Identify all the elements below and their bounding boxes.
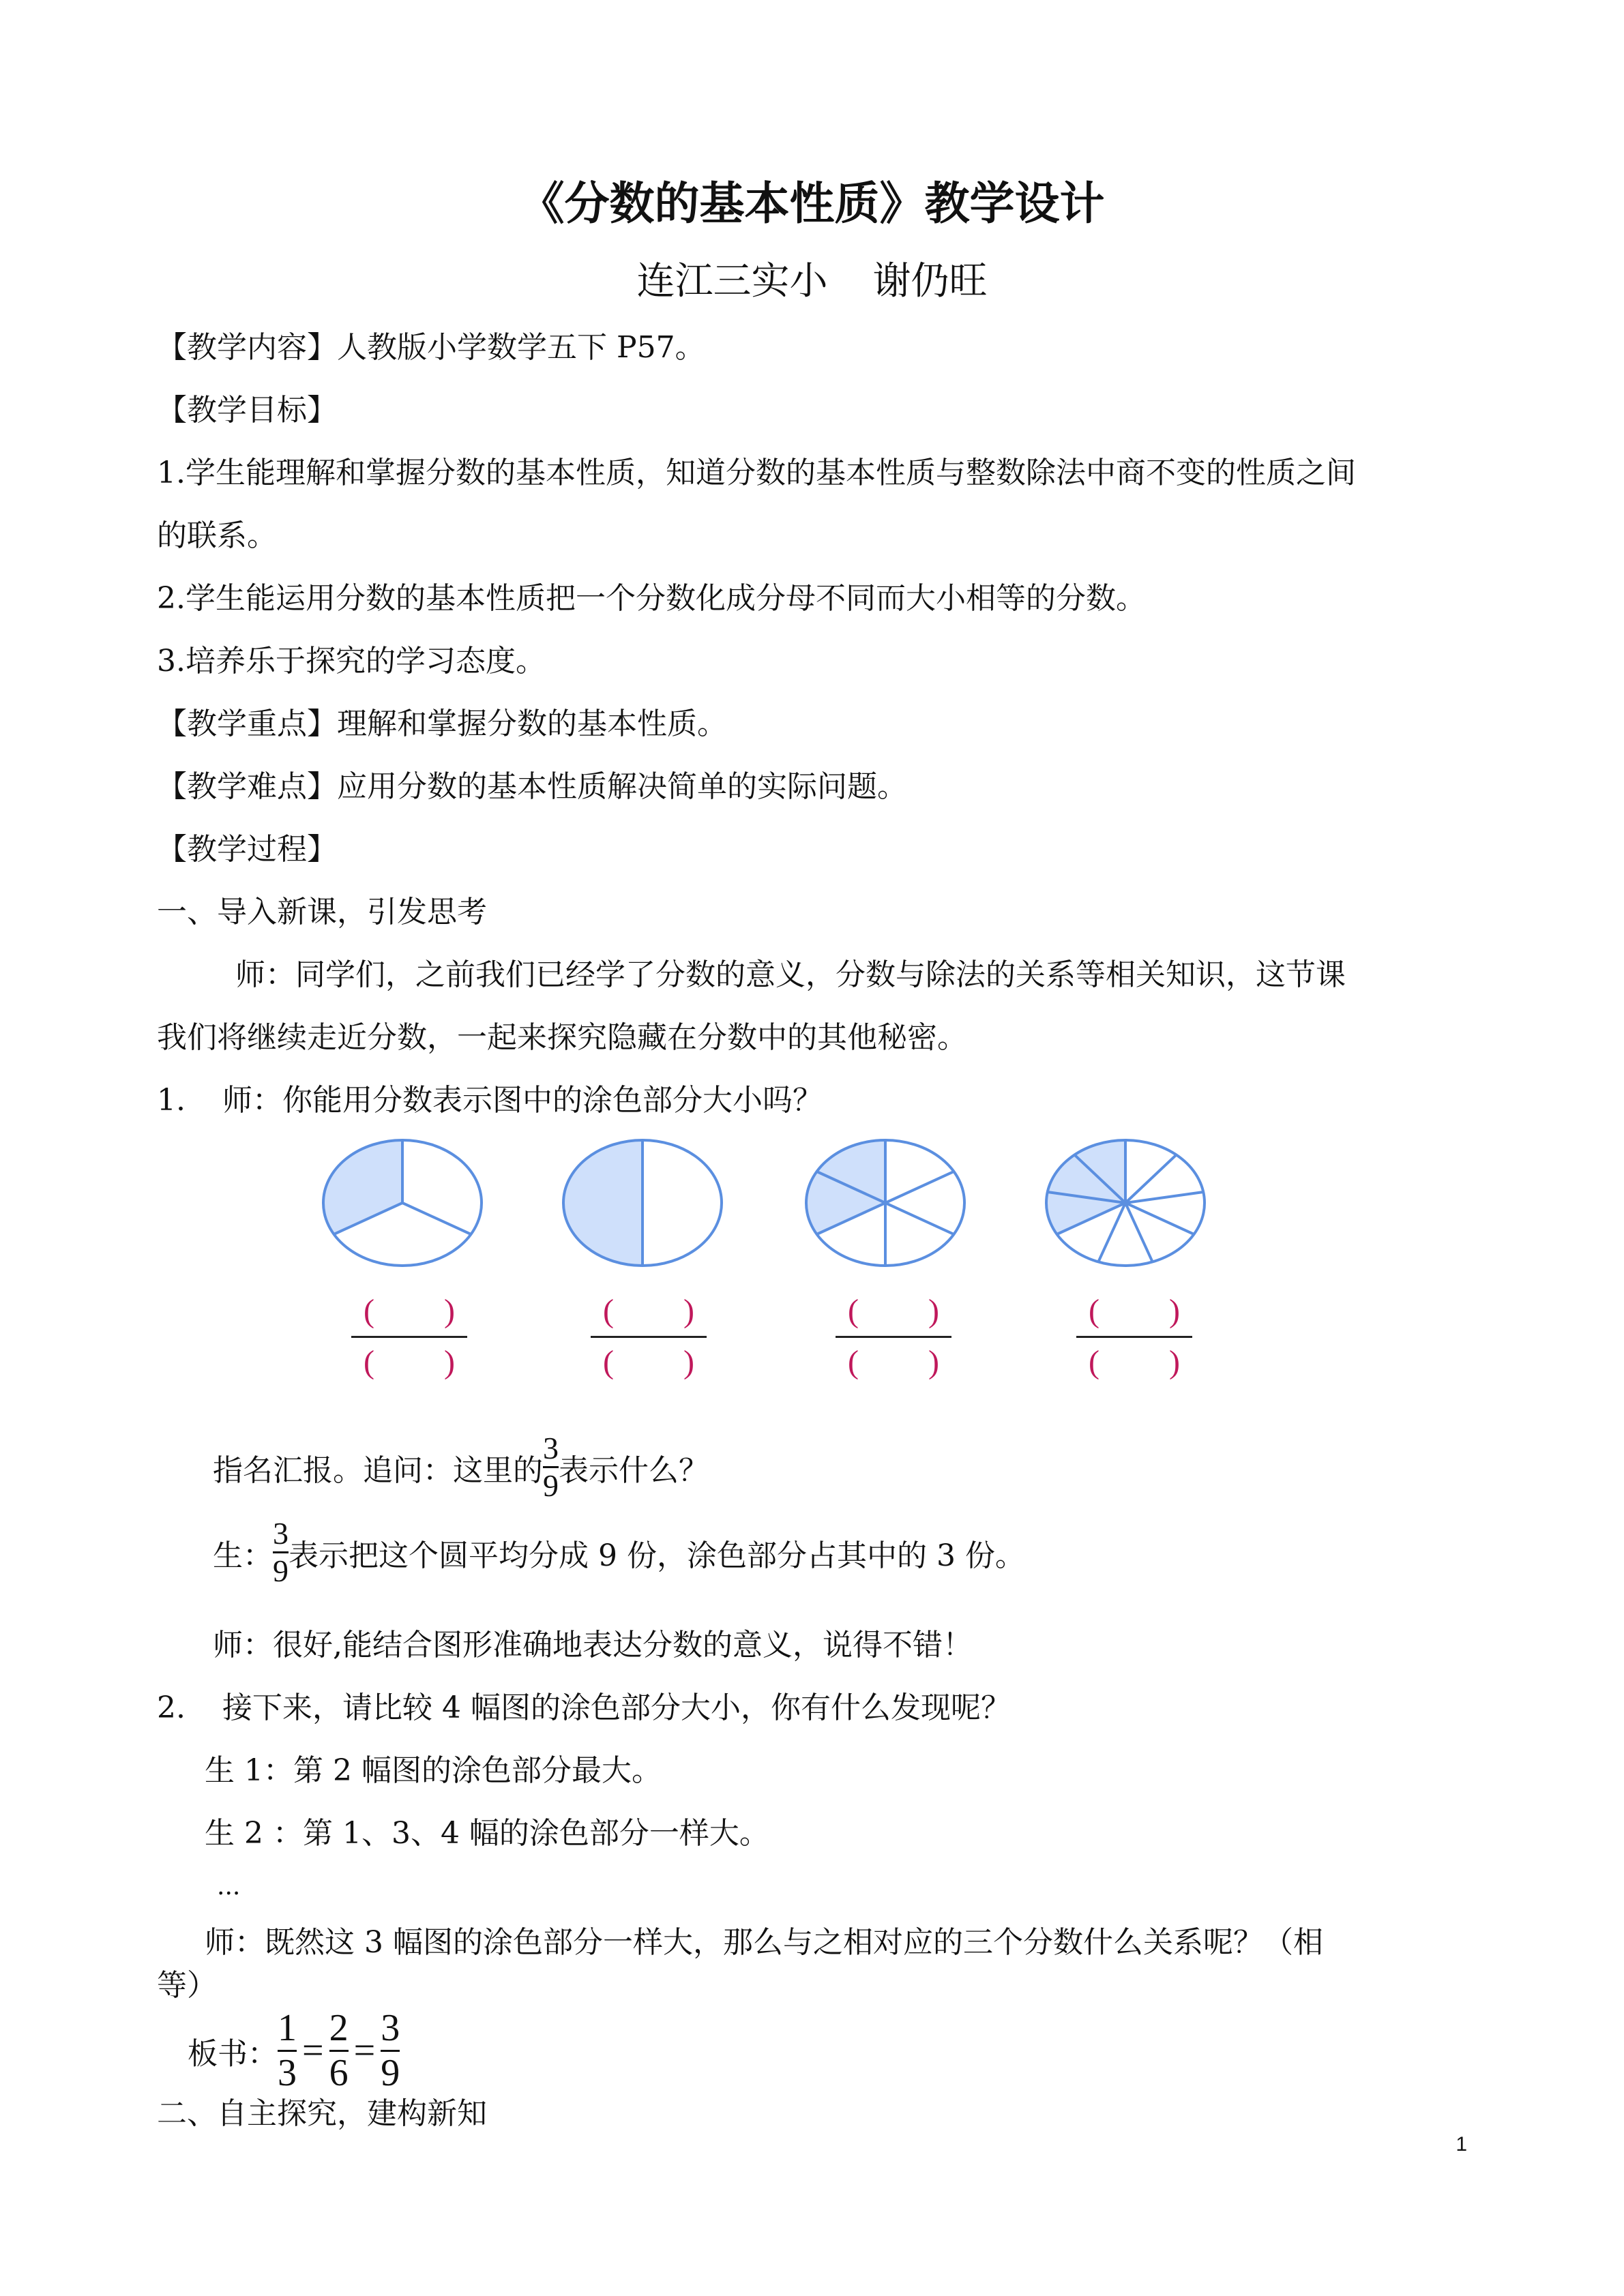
board-fraction-1-3: $\frac{1}{3}$ bbox=[278, 2007, 297, 2094]
fraction-blank-3: ( ) ( ) bbox=[836, 1291, 951, 1383]
report-text-b: 表示什么？ bbox=[559, 1452, 709, 1488]
fraction-blank-1: ( ) ( ) bbox=[351, 1291, 467, 1383]
goal-2: 2.学生能运用分数的基本性质把一个分数化成分母不同而大小相等的分数。 bbox=[157, 581, 1146, 616]
student-answer-text: 表示把这个圆平均分成 9 份，涂色部分占其中的 3 份。 bbox=[289, 1538, 1025, 1573]
goal-1-line-a: 1.学生能理解和掌握分数的基本性质，知道分数的基本性质与整数除法中商不变的性质之间 bbox=[157, 456, 1356, 490]
pie-2 bbox=[563, 1140, 722, 1266]
student-2-answer: 生 2 ：第 1、3、4 幅的涂色部分一样大。 bbox=[205, 1816, 769, 1851]
question-2-number: 2. bbox=[157, 1690, 186, 1725]
section-1-heading: 一、导入新课，引发思考 bbox=[157, 895, 487, 929]
fraction-blank-4: ( ) ( ) bbox=[1076, 1291, 1192, 1383]
pie-4-divider bbox=[1125, 1203, 1153, 1262]
student-1-answer: 生 1：第 2 幅图的涂色部分最大。 bbox=[205, 1753, 662, 1788]
question-1 bbox=[157, 1075, 823, 1119]
student-label: 生： bbox=[213, 1538, 273, 1573]
process-heading: 【教学过程】 bbox=[157, 832, 337, 867]
ellipsis: ... bbox=[217, 1873, 241, 1900]
equals-sign: = bbox=[302, 2029, 324, 2072]
pie-1-divider bbox=[402, 1203, 471, 1234]
goal-1-line-b: 的联系。 bbox=[157, 518, 277, 553]
board-label: 板书： bbox=[188, 2036, 278, 2072]
teacher-question-a: 师：既然这 3 幅图的涂色部分一样大，那么与之相对应的三个分数什么关系呢？（相 bbox=[205, 1925, 1323, 1960]
key-point: 【教学重点】理解和掌握分数的基本性质。 bbox=[157, 706, 727, 741]
pie-3-divider bbox=[885, 1172, 954, 1203]
document-title: 《分数的基本性质》教学设计 bbox=[519, 177, 1105, 230]
report-text-a: 指名汇报。追问：这里的 bbox=[213, 1452, 543, 1488]
goal-3: 3.培养乐于探究的学习态度。 bbox=[157, 644, 546, 679]
board-writing bbox=[188, 2008, 400, 2093]
question-1-text: 师：你能用分数表示图中的涂色部分大小吗？ bbox=[222, 1083, 823, 1118]
teaching-content: 【教学内容】人教版小学数学五下 P57。 bbox=[157, 330, 705, 365]
teacher-praise: 师：很好,能结合图形准确地表达分数的意义，说得不错！ bbox=[213, 1628, 973, 1663]
question-1-number: 1. bbox=[157, 1083, 186, 1118]
question-2 bbox=[157, 1683, 1011, 1727]
teacher-intro-a: 师：同学们，之前我们已经学了分数的意义，分数与除法的关系等相关知识，这节课 bbox=[235, 957, 1346, 992]
question-2-text: 接下来，请比较 4 幅图的涂色部分大小，你有什么发现呢？ bbox=[222, 1690, 1011, 1725]
teacher-intro-b: 我们将继续走近分数，一起来探究隐藏在分数中的其他秘密。 bbox=[157, 1020, 967, 1055]
difficulty: 【教学难点】应用分数的基本性质解决简单的实际问题。 bbox=[157, 769, 907, 804]
pie-figures bbox=[314, 1125, 1228, 1398]
fraction-3-9-answer: $\frac{3}{9}$ bbox=[273, 1516, 289, 1589]
pie-3-divider bbox=[885, 1203, 954, 1234]
fraction-blank-2: ( ) ( ) bbox=[591, 1291, 707, 1383]
fraction-3-9: $\frac{3}{9}$ bbox=[543, 1431, 559, 1504]
board-fraction-3-9: $\frac{3}{9}$ bbox=[381, 2007, 400, 2094]
author-name: 谢仍旺 bbox=[872, 259, 988, 303]
pie-4-divider bbox=[1125, 1203, 1194, 1234]
pie-2-shaded-sector bbox=[563, 1140, 643, 1266]
pie-3 bbox=[806, 1140, 964, 1266]
page-number: 1 bbox=[1456, 2133, 1467, 2156]
goals-heading: 【教学目标】 bbox=[157, 393, 337, 428]
student-answer bbox=[213, 1517, 1025, 1588]
board-fraction-2-6: $\frac{2}{6}$ bbox=[329, 2007, 349, 2094]
pie-1 bbox=[323, 1140, 482, 1266]
author-line bbox=[0, 251, 1624, 305]
teacher-question-b: 等） bbox=[157, 1968, 217, 2003]
report-line bbox=[213, 1432, 709, 1503]
equals-sign: = bbox=[353, 2029, 376, 2072]
author-school: 连江三实小 bbox=[636, 259, 828, 303]
pie-figures-svg bbox=[314, 1125, 1228, 1275]
pie-4 bbox=[1046, 1140, 1205, 1266]
section-2-heading: 二、自主探究，建构新知 bbox=[157, 2096, 487, 2131]
